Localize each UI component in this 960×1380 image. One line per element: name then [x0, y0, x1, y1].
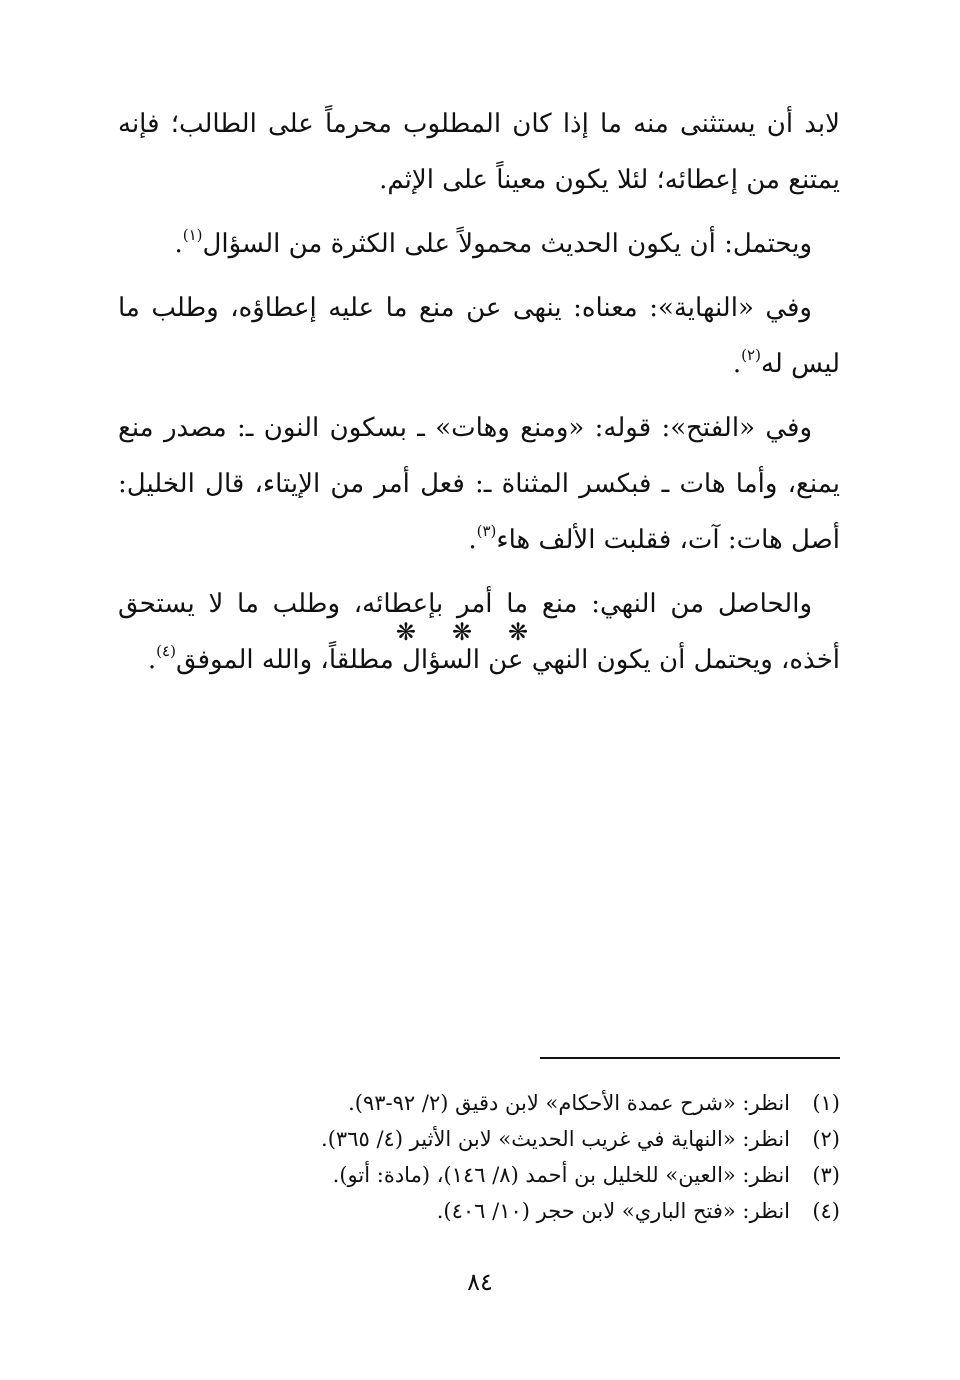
paragraph-2: ويحتمل: أن يكون الحديث محمولاً على الكثرة من السؤال$^{(١)}$. — [174, 226, 812, 259]
footnote-3 — [118, 1157, 840, 1193]
paragraph-1 — [118, 96, 840, 208]
footnotes — [118, 1085, 840, 1229]
footnote-number: (٣) — [812, 1163, 840, 1187]
paragraph-text: وفي «النهاية»: معناه: ينهى عن منع ما عليه إعطاؤه، وطلب ما ليس له — [118, 293, 840, 379]
star-ornament-icon: ❋ — [395, 618, 452, 646]
footnote-number: (٤) — [812, 1199, 840, 1223]
paragraph-4: وفي «الفتح»: قوله: «ومنع وهات» ـ بسكون النون ـ: مصدر منع يمنع، وأما هات ـ فبكسر المثناة ـ: فعل أمر من الإيتاء، قال الخليل: أصل هات: آت، فقلبت الألف هاء$^{(٣)}$. — [118, 413, 840, 555]
footnote-4 — [118, 1193, 840, 1229]
footnote-divider — [540, 1057, 840, 1059]
paragraph-text: وفي «الفتح»: قوله: «ومنع وهات» ـ بسكون النون ـ: مصدر منع يمنع، وأما هات ـ فبكسر المثناة ـ: فعل أمر من الإيتاء، قال الخليل: أصل هات: آت، فقلبت الألف هاء — [118, 413, 840, 555]
paragraph-5: والحاصل من النهي: منع ما أمر بإعطائه، وطلب ما لا يستحق أخذه، ويحتمل أن يكون النهي عن السؤال مطلقاً، والله الموفق$^{(٤)}$. — [118, 589, 840, 675]
main-text — [118, 96, 840, 696]
footnote-text: انظر: «فتح الباري» لابن حجر (١٠/ ٤٠٦). — [436, 1199, 790, 1223]
paragraph-text: ويحتمل: أن يكون الحديث محمولاً على الكثرة من السؤال — [202, 229, 812, 259]
section-separator — [0, 618, 960, 646]
footnote-ref[interactable]: (٤) — [156, 642, 176, 660]
footnote-text: انظر: «النهاية في غريب الحديث» لابن الأثير (٤/ ٣٦٥). — [321, 1127, 790, 1151]
paragraph-3: وفي «النهاية»: معناه: ينهى عن منع ما عليه إعطاؤه، وطلب ما ليس له$^{(٢)}$. — [118, 293, 840, 379]
footnote-ref[interactable]: (١) — [182, 226, 203, 244]
footnote-ref[interactable]: (٢) — [741, 346, 761, 364]
footnote-number: (١) — [812, 1091, 840, 1115]
footnote-2 — [118, 1121, 840, 1157]
footnote-text: انظر: «شرح عمدة الأحكام» لابن دقيق (٢/ ٩٢-٩٣). — [348, 1091, 790, 1115]
footnote-number: (٢) — [812, 1127, 840, 1151]
star-ornament-icon: ❋ — [508, 618, 565, 646]
paragraph-text: لابد أن يستثنى منه ما إذا كان المطلوب محرماً على الطالب؛ فإنه يمتنع من إعطائه؛ لئلا يكون معيناً على الإثم. — [118, 109, 840, 195]
footnote-ref[interactable]: (٣) — [476, 522, 497, 540]
footnote-1 — [118, 1085, 840, 1121]
star-ornament-icon: ❋ — [451, 618, 509, 646]
page-number: ٨٤ — [467, 1268, 493, 1296]
paragraph-text: والحاصل من النهي: منع ما أمر بإعطائه، وطلب ما لا يستحق أخذه، ويحتمل أن يكون النهي عن السؤال مطلقاً، والله الموفق — [118, 589, 840, 675]
footnote-text: انظر: «العين» للخليل بن أحمد (٨/ ١٤٦)، (مادة: أتو). — [332, 1163, 790, 1187]
